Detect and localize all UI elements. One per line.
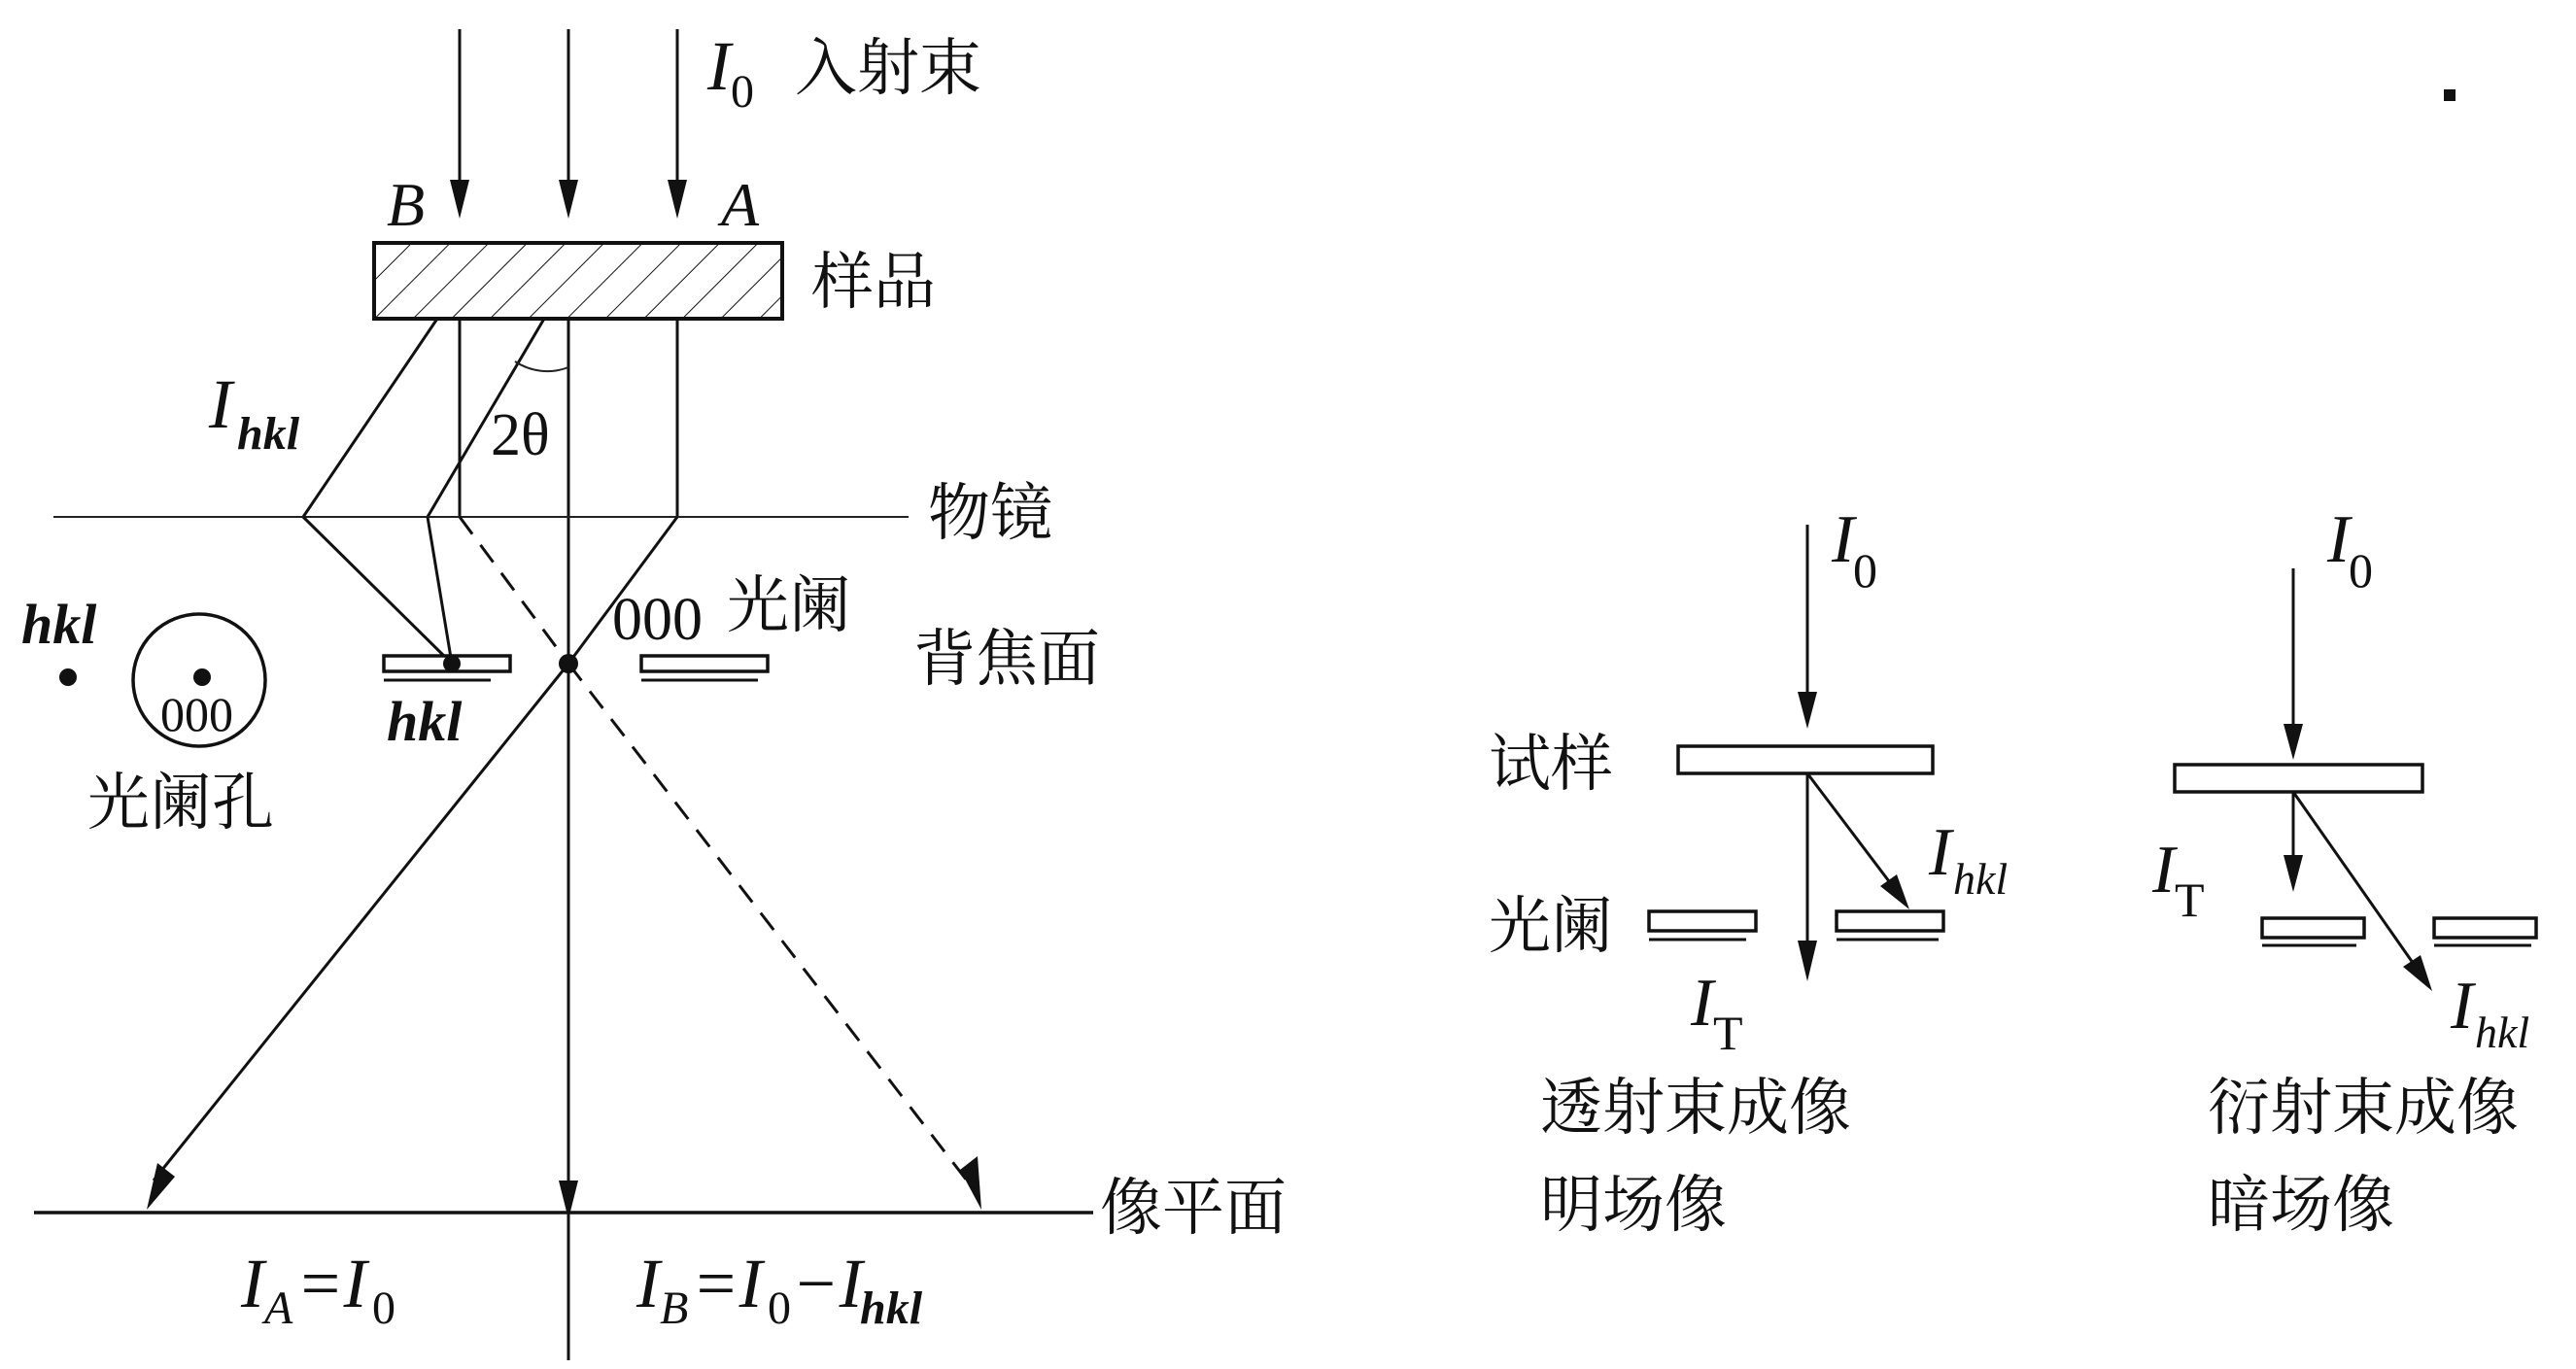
bf-diffracted-subscript: hkl <box>1953 854 2009 904</box>
bf-transmitted-subscript: T <box>1713 1006 1743 1060</box>
hkl-spot-label: hkl <box>21 593 97 656</box>
svg-text:−I: −I <box>792 1245 863 1322</box>
bright-field-diagram <box>1489 502 2008 1242</box>
incident-beam-subscript: 0 <box>731 66 754 118</box>
aperture-label: 光阑 <box>727 570 851 642</box>
bf-aperture-label: 光阑 <box>1489 891 1613 963</box>
df-diffracted-subscript: hkl <box>2475 1008 2530 1057</box>
zero-spot-label: 000 <box>612 587 703 653</box>
image-plane-label: 像平面 <box>1100 1173 1287 1245</box>
svg-text:I: I <box>636 1245 660 1322</box>
point-a-label: A <box>721 170 760 239</box>
diffracted-beam-subscript: hkl <box>237 408 300 460</box>
svg-text:0: 0 <box>768 1283 791 1334</box>
svg-text:0: 0 <box>372 1283 395 1334</box>
bf-caption-line1: 透射束成像 <box>1540 1073 1851 1145</box>
inner-zero-label: 000 <box>160 687 233 741</box>
intensity-b-formula <box>635 1245 923 1334</box>
bf-diffracted-symbol: I <box>1929 815 1952 890</box>
diffraction-spot-hkl <box>443 655 461 672</box>
beam-paths-upper <box>303 319 677 1360</box>
sample-label: 样品 <box>811 247 936 319</box>
hkl-center-label: hkl <box>387 690 463 753</box>
bf-incident-symbol: I <box>1832 502 1855 577</box>
diffracted-beam-symbol: I <box>209 365 232 443</box>
bf-specimen <box>1678 746 1933 773</box>
incident-beam-symbol: I <box>707 27 731 105</box>
df-transmitted-subscript: T <box>2175 873 2205 927</box>
svg-text:=I: =I <box>692 1245 763 1322</box>
bf-caption-line2: 明场像 <box>1540 1170 1727 1242</box>
incident-beam-label: 入射束 <box>795 33 981 105</box>
bf-incident-subscript: 0 <box>1853 543 1877 598</box>
df-caption-line2: 暗场像 <box>2208 1170 2394 1242</box>
df-caption-line1: 衍射束成像 <box>2208 1073 2519 1145</box>
svg-text:hkl: hkl <box>860 1283 923 1334</box>
df-specimen <box>2175 765 2422 792</box>
aperture-hole-label: 光阑孔 <box>87 768 274 839</box>
back-focal-plane-label: 背焦面 <box>913 624 1100 696</box>
incident-beam-arrows <box>450 29 687 219</box>
bf-transmitted-symbol: I <box>1691 966 1714 1041</box>
df-diffracted-symbol: I <box>2451 969 2474 1044</box>
bf-aperture-plates <box>1649 911 1943 940</box>
sample-block <box>374 243 782 319</box>
point-b-label: B <box>387 170 426 239</box>
df-incident-symbol: I <box>2327 502 2351 577</box>
two-theta-arc <box>515 361 568 371</box>
dark-field-diagram <box>2151 502 2536 1242</box>
svg-text:A: A <box>264 1283 293 1334</box>
bf-specimen-label: 试样 <box>1489 729 1613 801</box>
svg-text:B: B <box>660 1283 689 1334</box>
df-incident-subscript: 0 <box>2349 543 2373 598</box>
intensity-a-formula <box>240 1245 395 1334</box>
two-theta-label: 2θ <box>491 402 550 468</box>
df-transmitted-symbol: I <box>2152 833 2176 907</box>
svg-text:I: I <box>241 1245 264 1322</box>
svg-text:=I: =I <box>296 1245 367 1322</box>
left-diagram <box>21 27 1287 1360</box>
objective-lens-label: 物镜 <box>928 478 1052 550</box>
beam-paths-to-image <box>147 664 981 1219</box>
scan-mark <box>2444 89 2456 101</box>
